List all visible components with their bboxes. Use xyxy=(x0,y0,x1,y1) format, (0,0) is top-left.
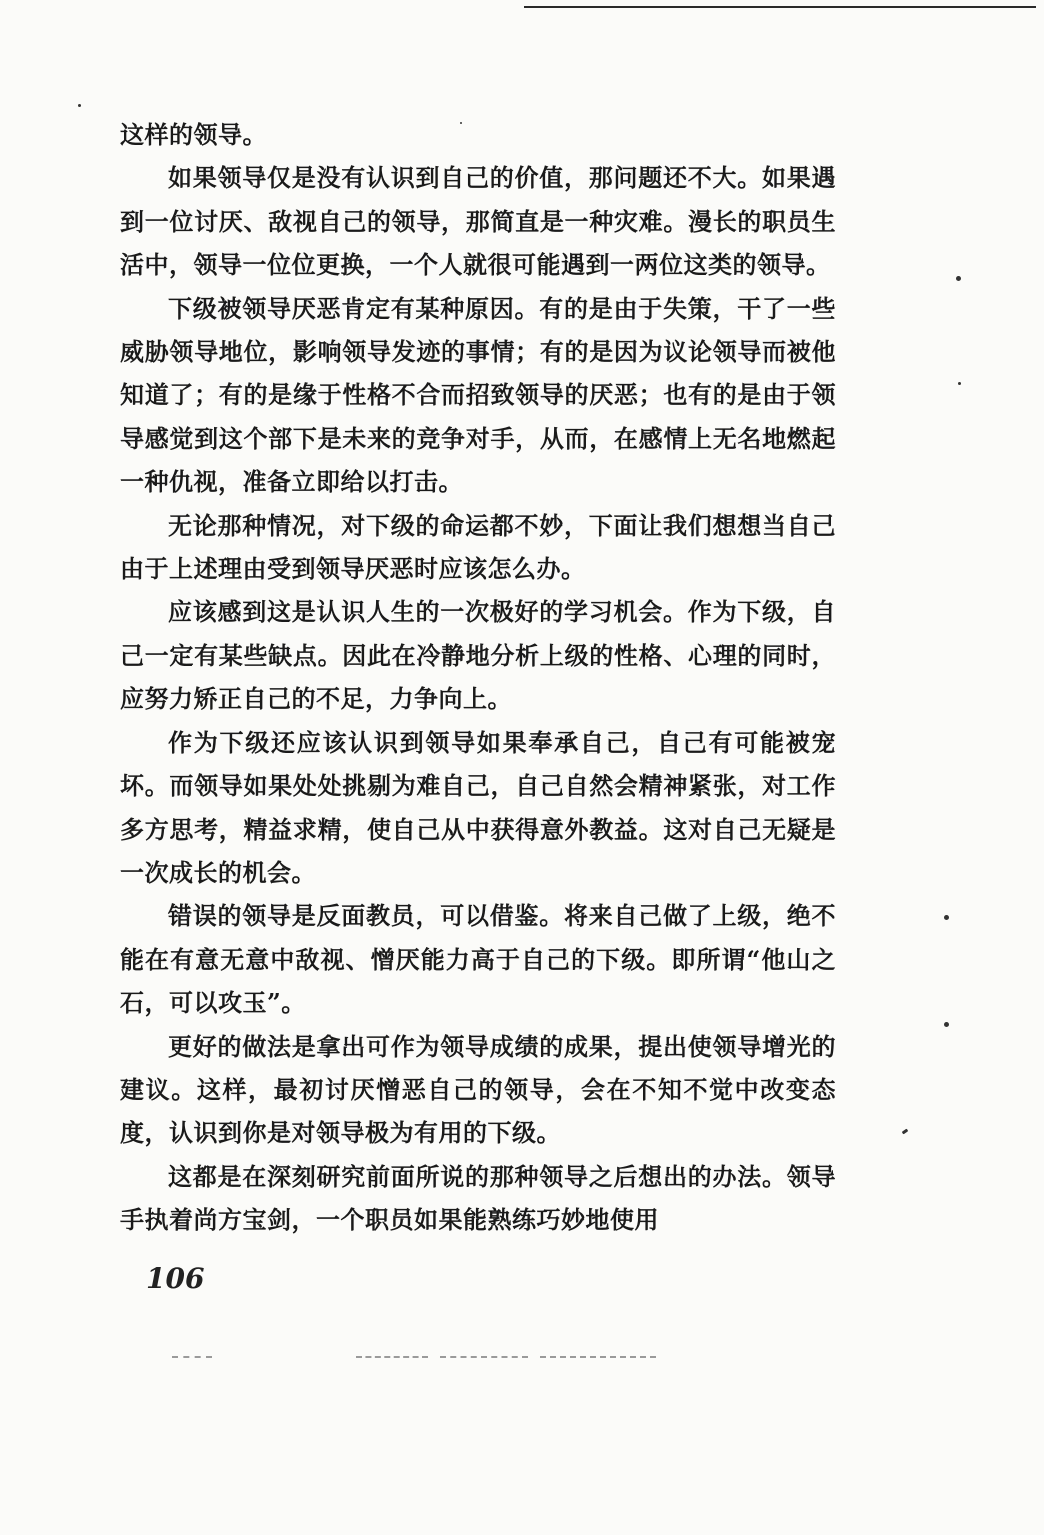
scan-speck xyxy=(958,382,961,385)
scan-dash-2 xyxy=(356,1356,428,1359)
scan-speck xyxy=(944,1022,949,1027)
paragraph-1: 这样的领导。 xyxy=(120,120,267,149)
paragraph-2: 如果领导仅是没有认识到自己的价值，那问题还不大。如果遇到一位讨厌、敌视自己的领导，那简直是一种灾难。漫长的职员生活中，领导一位位更换，一个人就很可能遇到一两位这类的领导。 xyxy=(120,163,836,280)
paragraph-3: 下级被领导厌恶肯定有某种原因。有的是由于失策，干了一些威胁领导地位，影响领导发迹的事情；有的是因为议论领导而被他知道了；有的是缘于性格不合而招致领导的厌恶；也有的是由于领导感觉到这个部下是未来的竞争对手，从而，在感情上无名地燃起一种仇视，准备立即给以打击。 xyxy=(120,293,836,497)
scan-dash-3 xyxy=(440,1356,528,1359)
paragraph-7: 错误的领导是反面教员，可以借鉴。将来自己做了上级，绝不能在有意无意中敌视、憎厌能力高于自己的下级。即所谓“他山之石，可以攻玉”。 xyxy=(120,901,836,1018)
top-rule xyxy=(524,6,1036,8)
paragraph-6: 作为下级还应该认识到领导如果奉承自己，自己有可能被宠坏。而领导如果处处挑剔为难自己，自己自然会精神紧张，对工作多方思考，精益求精，使自己从中获得意外教益。这对自己无疑是一次成长的机会。 xyxy=(120,727,836,887)
scan-speck xyxy=(944,915,949,920)
page-number: 106 xyxy=(146,1262,205,1295)
scan-speck xyxy=(956,276,961,281)
paragraph-9: 这都是在深刻研究前面所说的那种领导之后想出的办法。领导手执着尚方宝剑，一个职员如果能熟练巧妙地使用 xyxy=(120,1161,836,1235)
scan-dash-4 xyxy=(540,1356,656,1359)
paragraph-8: 更好的做法是拿出可作为领导成绩的成果，提出使领导增光的建议。这样，最初讨厌憎恶自己的领导，会在不知不觉中改变态度，认识到你是对领导极为有用的下级。 xyxy=(120,1031,836,1148)
scan-speck xyxy=(78,104,81,107)
body-text xyxy=(120,113,836,1242)
scan-speck xyxy=(460,122,462,124)
paragraph-4: 无论那种情况，对下级的命运都不妙，下面让我们想想当自己由于上述理由受到领导厌恶时应该怎么办。 xyxy=(120,510,836,584)
scan-dash-1 xyxy=(172,1356,212,1359)
paragraph-5: 应该感到这是认识人生的一次极好的学习机会。作为下级，自己一定有某些缺点。因此在冷静地分析上级的性格、心理的同时，应努力矫正自己的不足，力争向上。 xyxy=(120,597,836,714)
scan-speck xyxy=(902,1129,909,1135)
